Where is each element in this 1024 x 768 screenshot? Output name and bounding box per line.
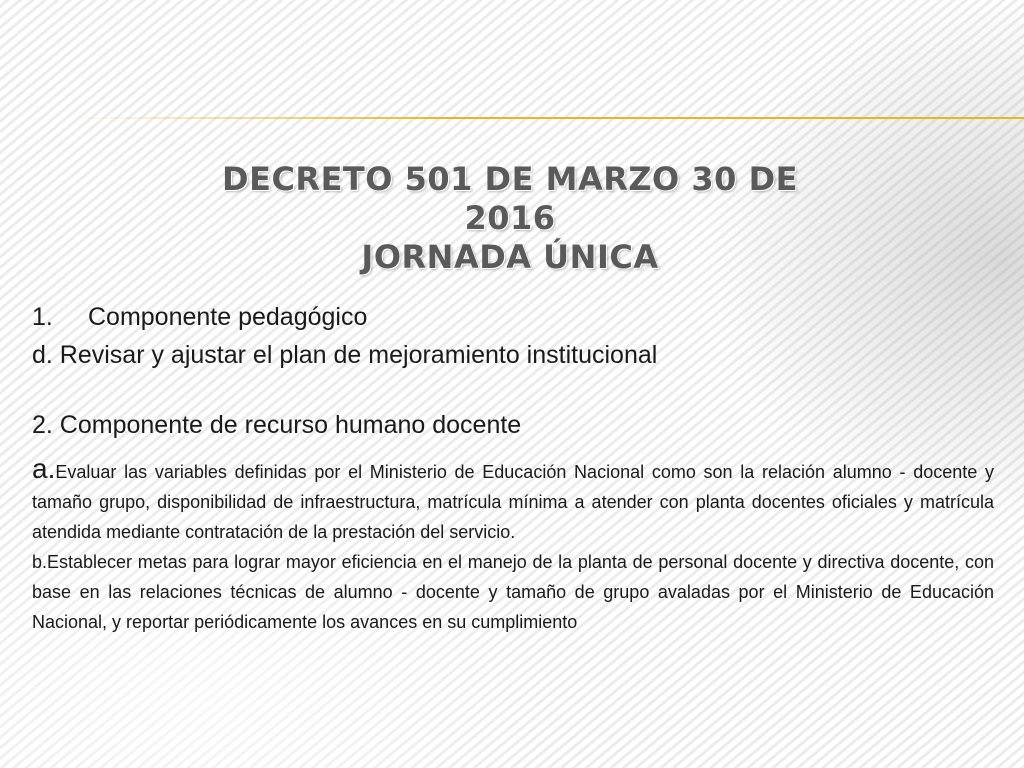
- slide-title: [140, 160, 880, 277]
- item-2-a: [32, 454, 994, 547]
- item-1-number: 1.: [32, 303, 53, 331]
- item-2-b: b.Establecer metas para lograr mayor eficiencia en el manejo de la planta de personal docente y directiva docente, con base en las relaciones técnicas de alumno - docente y tamaño de grupo avaladas por el Ministerio de Educación Nacional, y reportar periódicamente los avances en su cumplimiento: [32, 552, 994, 632]
- item-2-a-letter: a.: [32, 453, 56, 484]
- item-1-d: d. Revisar y ajustar el plan de mejoramiento institucional: [32, 341, 658, 369]
- title-line-2: 2016: [464, 199, 556, 237]
- title-line-3: JORNADA ÚNICA: [361, 238, 659, 276]
- slide-body: [32, 298, 994, 637]
- accent-rule: [70, 117, 1024, 119]
- item-1-label: Componente pedagógico: [88, 303, 368, 331]
- item-1-heading: [32, 298, 994, 336]
- spacer: [32, 374, 994, 406]
- item-2-a-text: Evaluar las variables definidas por el Ministerio de Educación Nacional como son la relación alumno - docente y tamaño grupo, disponibilidad de infraestructura, matrícula mínima a atender con planta docentes oficiales y matrícula atendida mediante contratación de la prestación del servicio.: [32, 462, 994, 542]
- item-2-heading: 2. Componente de recurso humano docente: [32, 411, 522, 439]
- title-line-1: DECRETO 501 DE MARZO 30 DE: [222, 160, 798, 198]
